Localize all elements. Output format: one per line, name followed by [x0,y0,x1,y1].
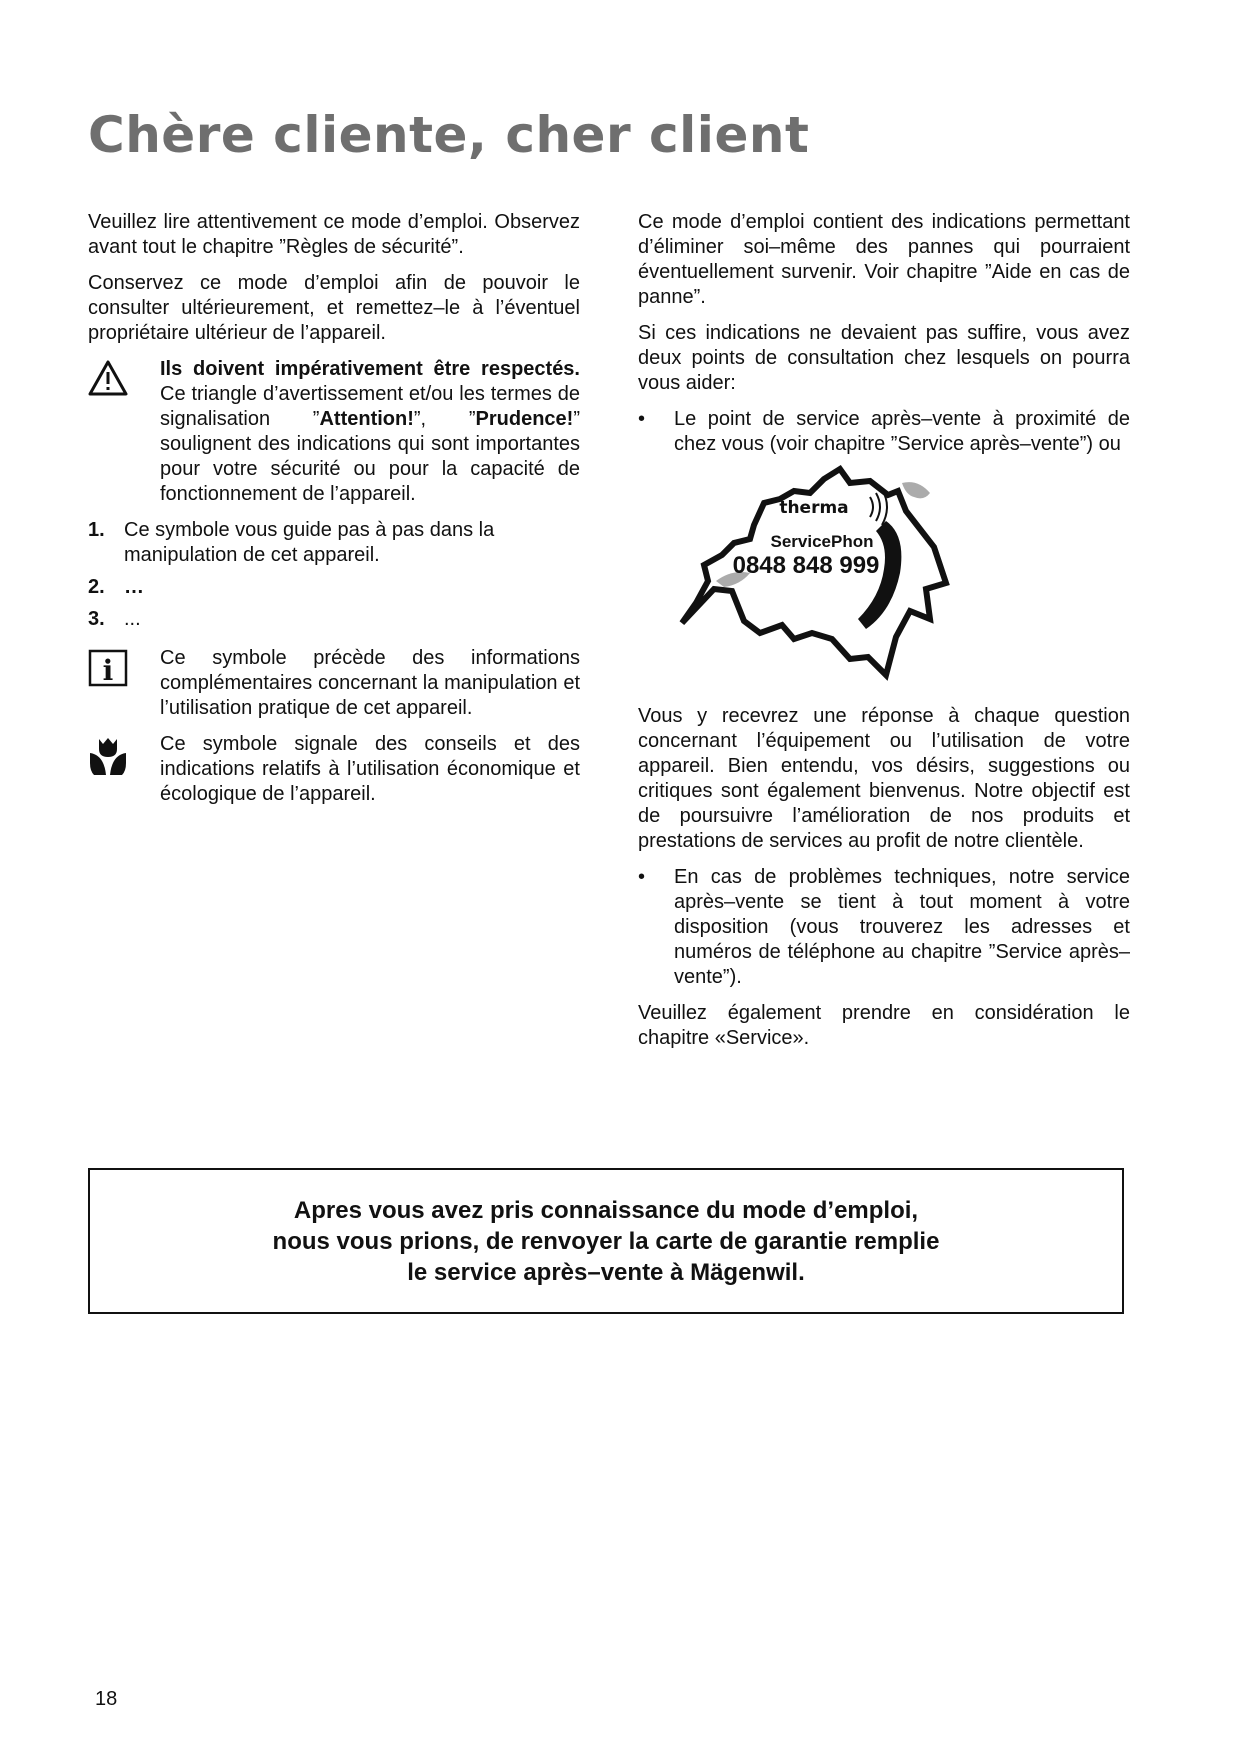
step-item: 3. ... [88,608,141,630]
troubleshooting-paragraph: Ce mode d’emploi contient des indications permettant d’éliminer soi–même des pannes qui pourraient éventuellement survenir. Voir chapitre ”Aide en cas de panne”. [638,211,1130,308]
right-column [638,210,1130,1062]
notice-line: le service après–vente à Mägenwil. [407,1258,805,1286]
service-name: ServicePhon [770,532,874,551]
info-icon [88,649,128,687]
info-block [88,646,580,721]
eco-text: Ce symbole signale des conseils et des indications relatifs à l’utilisation économique et écologique de l’appareil. [160,733,580,805]
left-column [88,210,580,818]
warning-triangle-icon [88,360,128,396]
bullet-marker: • [638,866,646,888]
keep-manual-paragraph: Conservez ce mode d’emploi afin de pouvoir le consulter ultérieurement, et remettez–le à l’éventuel propriétaire ultérieur de l’appareil. [88,272,580,344]
page-title: Chère cliente, cher client [88,106,810,164]
tulip-eco-icon [88,735,128,777]
bullet-item-technical-problems: • En cas de problèmes techniques, notre service après–vente se tient à tout moment à votre disposition (vous trouverez les adresses et numéros de téléphone au chapitre ”Service après–vente”). [638,866,1130,988]
response-paragraph: Vous y recevrez une réponse à chaque question concernant l’équipement ou l’utilisation de votre appareil. Bien entendu, vos désirs, suggestions ou critiques sont également bienvenus. Notre objectif est de poursuivre l’amélioration de nos produits et prestations de services au profit de notre clientèle. [638,705,1130,852]
warning-block [88,357,580,507]
therma-servicephon-logo [674,461,1004,686]
eco-block [88,732,580,807]
warranty-notice-box [88,1168,1124,1314]
intro-paragraph: Veuillez lire attentivement ce mode d’emploi. Observez avant tout le chapitre ”Règles de sécurité”. [88,211,580,258]
notice-line: Apres vous avez pris connaissance du mode d’emploi, [293,1196,919,1224]
brand-name: therma [779,498,849,518]
service-phone-number: 0848 848 999 [732,552,880,579]
info-text: Ce symbole précède des informations complémentaires concernant la manipulation et l’utilisation pratique de cet appareil. [160,647,580,719]
service-chapter-paragraph: Veuillez également prendre en considération le chapitre «Service». [638,1002,1130,1049]
bullet-marker: • [638,408,646,430]
consultation-paragraph: Si ces indications ne devaient pas suffire, vous avez deux points de consultation chez lesquels on pourra vous aider: [638,322,1130,394]
warning-text: Ils doivent impérativement être respectés. Ce triangle d’avertissement et/ou les termes de signalisation ”Attention!”, ”Prudence!” soulignent des indications qui sont importantes pour votre sécurité ou pour la capacité de fonctionnement de l’appareil. [160,358,580,505]
step-item: 1. Ce symbole vous guide pas à pas dans la manipulation de cet appareil. [88,519,495,566]
page-number: 18 [95,1688,118,1710]
notice-line: nous vous prions, de renvoyer la carte de garantie remplie [272,1227,940,1255]
bullet-item-local-service: • Le point de service après–vente à proximité de chez vous (voir chapitre ”Service après–vente”) ou [638,408,1130,455]
svg-text:i: i [102,654,114,687]
step-item: 2. … [88,576,144,598]
